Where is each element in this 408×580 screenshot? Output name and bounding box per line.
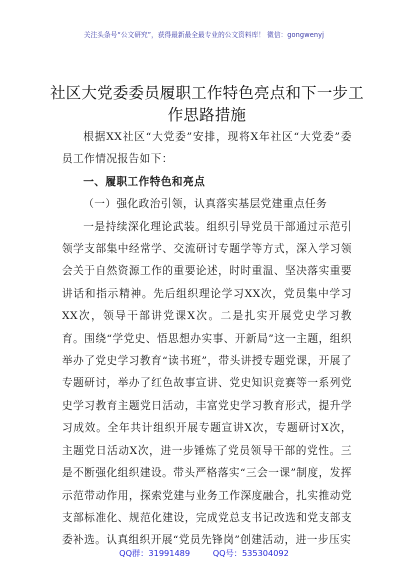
intro-paragraph: 根据XX社区“大党委”安排，现将X年社区“大党委”委员工作情况报告如下： (62, 131, 352, 166)
section-heading: 一、履职工作特色和亮点 (83, 175, 206, 188)
document-body (62, 126, 352, 552)
header-banner: 关注头条号“公文研究”，获得最新最全最专业的公文资料库！ 微信：gongwenyj (83, 31, 325, 39)
document-title: 社区大党委委员履职工作特色亮点和下一步工作思路措施 (50, 84, 364, 124)
subsection-heading: （一）强化政治引领，认真落实基层党建重点任务 (83, 198, 328, 211)
body-paragraph: 一是持续深化理论武装。组织引导党员干部通过示范引领学支部集中经常学、交流研讨专题学等方式，深入学习领会关于自然资源工作的重要论述，时时重温、坚决落实重要讲话和指示精神。先后组织理论学习XX次，党员集中学习XX次，领导干部讲党课X次。二是扎实开展党史学习教育。围绕“学党史、悟思想办实事、开新局”这一主题，组织举办了党史学习教育“读书班”，带头讲授专题党课，开展了专题研讨，举办了红色故事宣讲、党史知识竞赛等一系列党史学习教育主题党日活动，丰富党史学习教育形式，提升学习成效。全年共计组织开展专题宣讲X次，专题研讨X次，主题党日活动X次，进一步锤炼了党员领导干部的党性。三是不断强化组织建设。带头严格落实“三会一课”制度，发挥示范带动作用，探索党建与业务工作深度融合，扎实推动党支部标准化、规范化建设，完成党总支书记改选和党支部支委补选。认真组织开展“党员先锋岗”创建活动，进一步压实 (62, 220, 352, 547)
footer-contact (0, 548, 408, 559)
footer-qq-group: QQ群：31991489 (119, 548, 191, 558)
footer-qq-number: QQ号：535304092 (212, 548, 289, 558)
